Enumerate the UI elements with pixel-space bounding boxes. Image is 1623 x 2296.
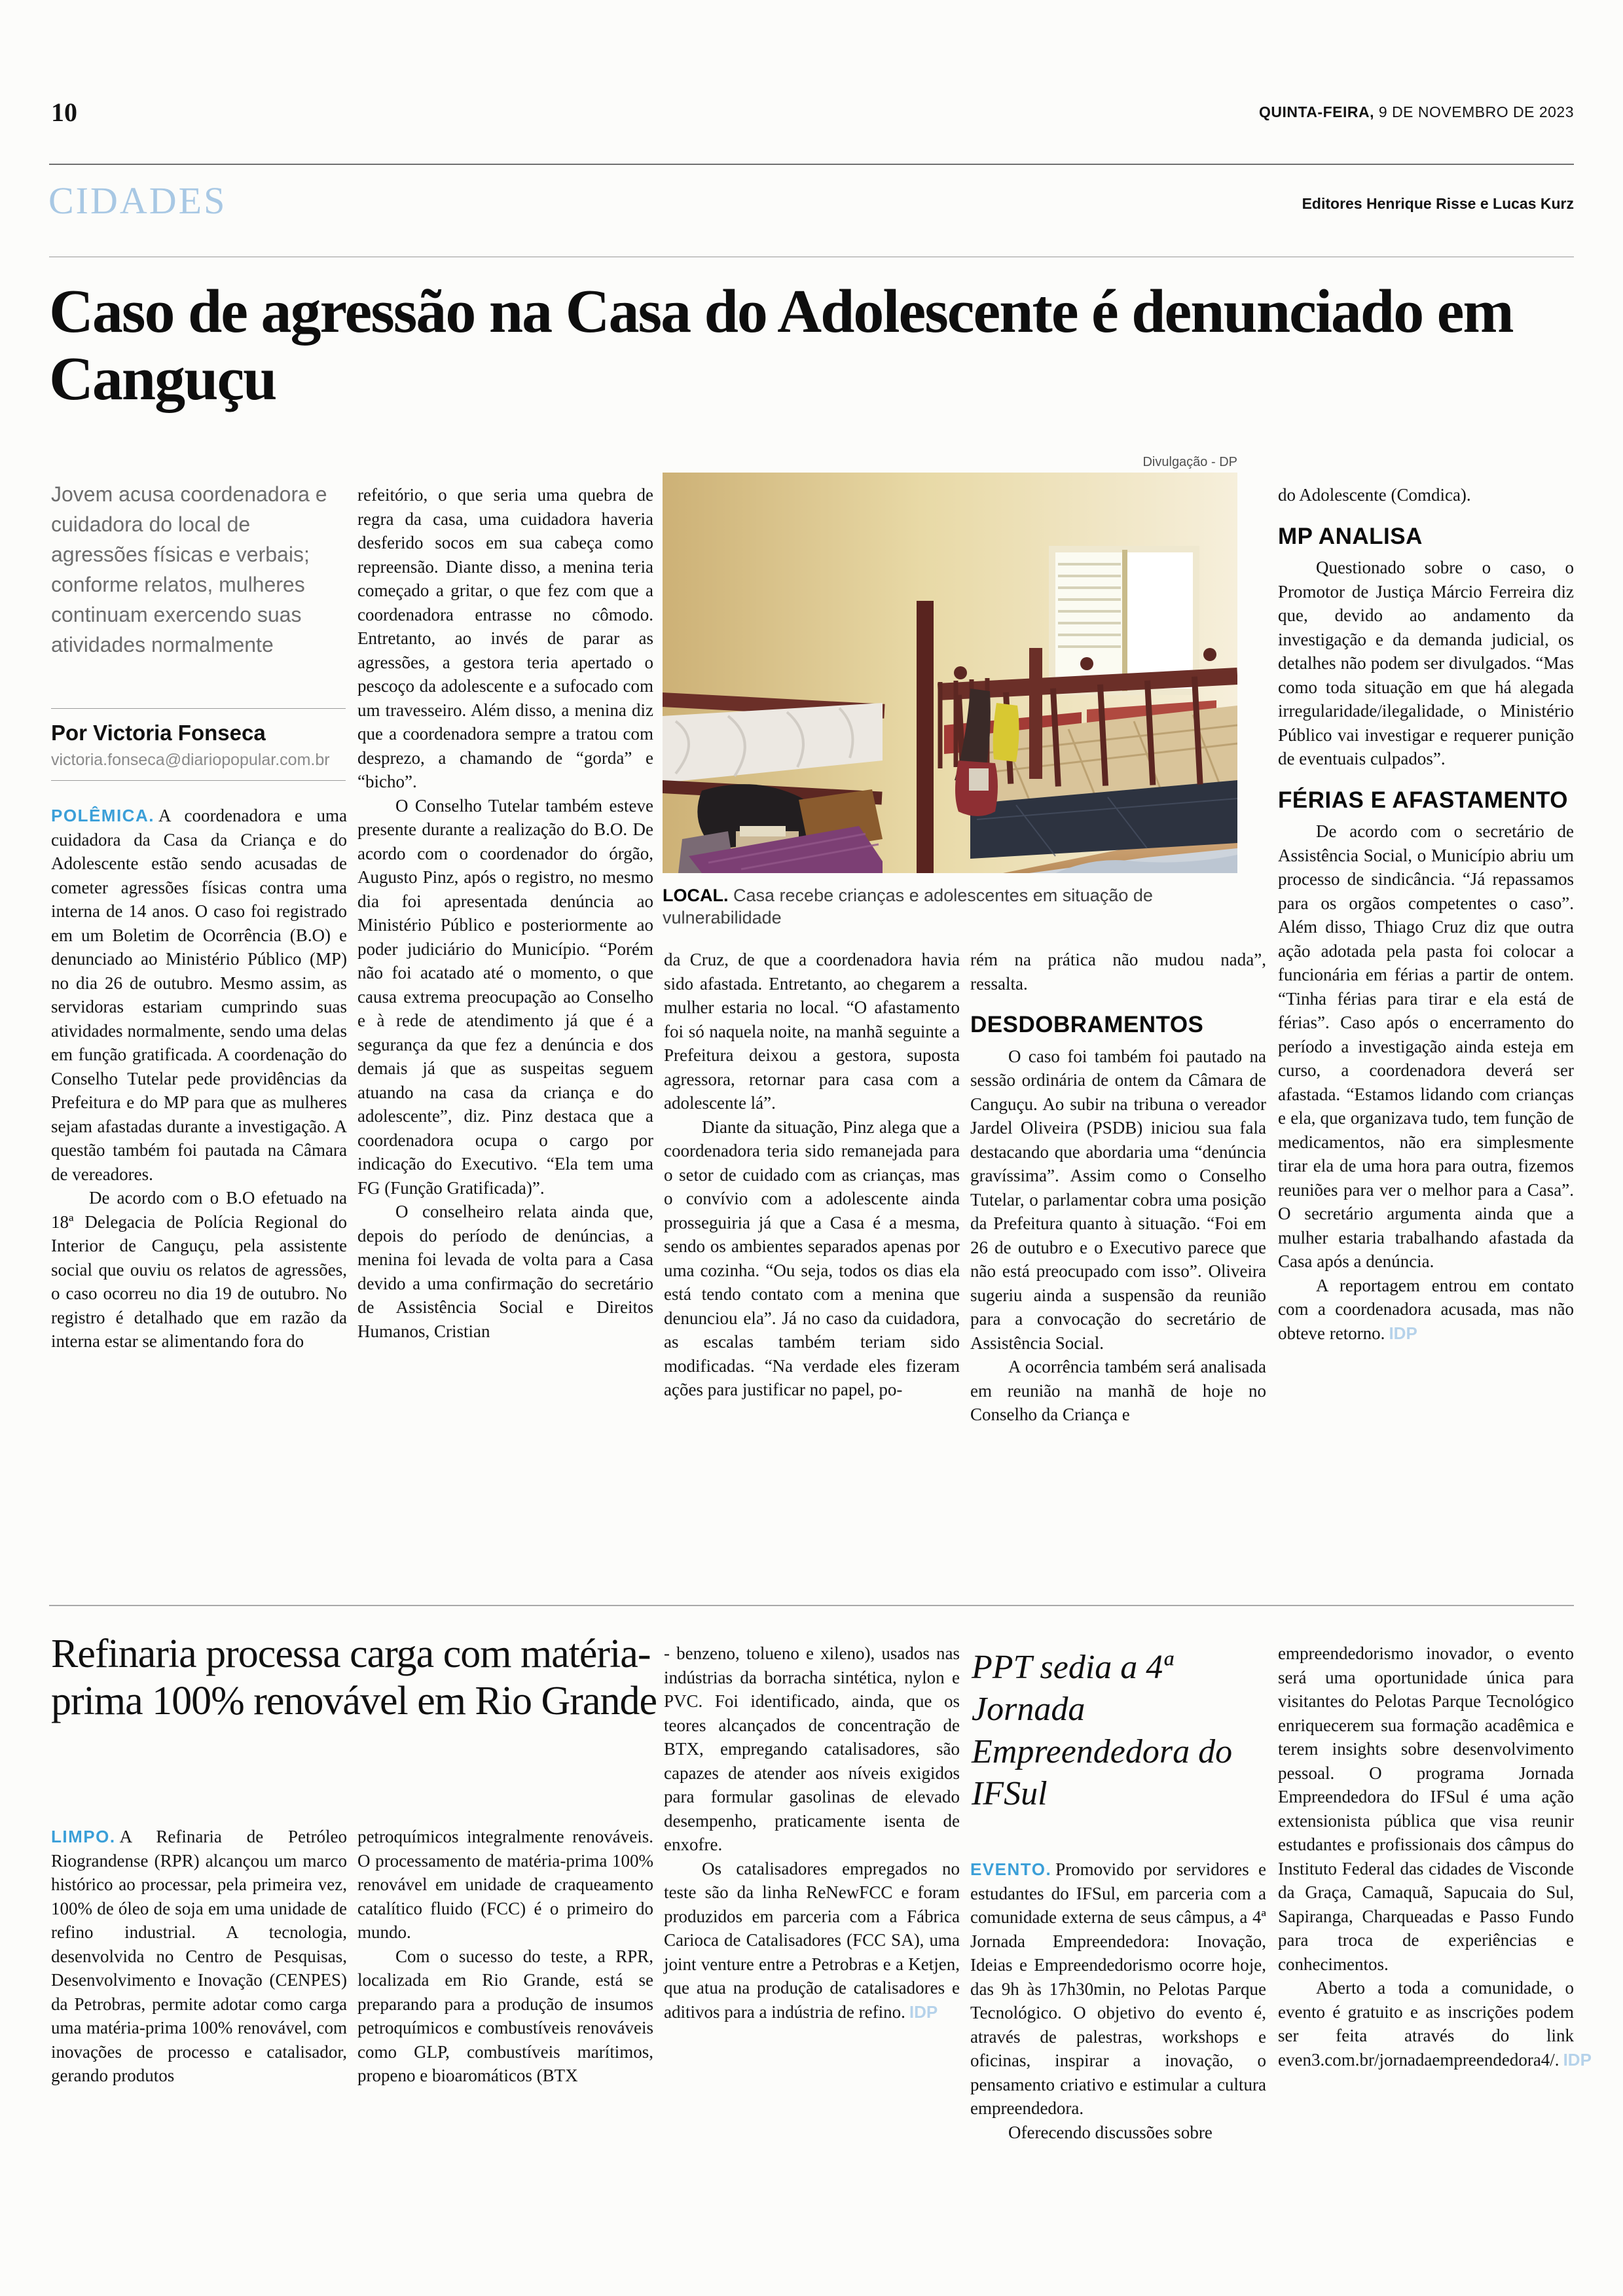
body-paragraph <box>51 804 347 1186</box>
subhead-ferias-afastamento: FÉRIAS E AFASTAMENTO <box>1278 787 1568 813</box>
body-paragraph <box>1278 1274 1574 1346</box>
byline-email: victoria.fonseca@diariopopular.com.br <box>51 751 330 769</box>
body-paragraph: Questionado sobre o caso, o Promotor de Justiça Márcio Ferreira diz que, devido ao andamento da investigação e da demanda judicial, os detalhes não podem ser divulgados. “Mas como toda situação em que há alegada irregularidade/ilegalidade, o Ministério Público vai investigar e requerer punição de eventuais culpados”. <box>1278 558 1574 768</box>
a1-kicker: POLÊMICA. <box>51 806 155 825</box>
photo-caption <box>663 885 1239 929</box>
byline-rule-top <box>51 708 346 709</box>
body-paragraph: Oferecendo discussões sobre <box>1008 2122 1213 2142</box>
paragraph-text: A reportagem entrou em contato com a coordenadora acusada, mas não obteve retorno. <box>1278 1275 1574 1343</box>
paragraph-text: Promovido por servidores e estudantes do IFSul, em parceria com a comunidade externa de seus câmpus, a 4ª Jornada Empreendedora: Inovação, Ideias e Empreendedorismo ocorre hoje, das 9h às 17h30min, no Pelotas Parque Tecnológico. O objetivo do evento é, através de palestras, workshops e oficinas, inspirar a inovação, o pensamento criativo e estimular a cultura empreendedora. <box>970 1859 1266 2118</box>
photo <box>663 473 1237 873</box>
byline-rule-bottom <box>51 780 346 781</box>
body-paragraph: O caso foi também foi pautado na sessão ordinária de ontem da Câmara de Canguçu. Ao subir na tribuna o vereador Jardel Oliveira (PSDB) iniciou sua fala destacando que abordaria uma “denúncia gravíssima”. Assim como o Conselho Tutelar, o parlamentar cobra uma posição da Prefeitura quanto à situação. “Foi em 26 de outubro e o Executivo parece que não está preocupado com isso”. Oliveira sugeriu ainda a suspensão da reunião para a convocação do secretário de Assistência Social. <box>970 1046 1266 1353</box>
section-title: CIDADES <box>48 179 227 222</box>
body-paragraph: do Adolescente (Comdica). <box>1278 485 1471 505</box>
photo-illustration <box>663 473 1237 873</box>
end-mark: IDP <box>1563 2049 1592 2070</box>
body-paragraph: rém na prática não mudou nada”, ressalta. <box>970 950 1266 994</box>
body-paragraph <box>51 1825 347 2088</box>
body-paragraph <box>664 1857 960 2024</box>
photo-caption-label: LOCAL. <box>663 886 729 905</box>
a2-column-3 <box>664 1641 960 2024</box>
a3-kicker: EVENTO. <box>970 1859 1052 1879</box>
a1-column-3 <box>664 948 960 1402</box>
paragraph-text: Os catalisadores empregados no teste são da linha ReNewFCC e foram produzidos em parceria com a Fábrica Carioca de Catalisadores (FCC SA), uma joint venture entre a Petrobras e a Ketjen, que atua na produção de catalisadores e aditivos para a indústria de refino. <box>664 1858 960 2022</box>
a3-headline: PPT sedia a 4ª Jornada Empreendedora do IFSul <box>972 1649 1233 1813</box>
a3-column-1 <box>970 1857 1266 2144</box>
a2-column-1 <box>51 1825 347 2088</box>
body-paragraph: A ocorrência também será analisada em reunião na manhã de hoje no Conselho da Criança e <box>970 1357 1266 1424</box>
body-paragraph: da Cruz, de que a coordenadora havia sido afastada. Entretanto, ao chegarem a mulher estaria no local. “O afastamento foi só naquela noite, na manhã seguinte a Prefeitura deixou a gestora, suposta agressora, retornar para casa com a adolescente lá”. <box>664 950 960 1113</box>
body-paragraph: De acordo com o secretário de Assistência Social, o Município abriu um processo de sindicância. “Já repassamos para os orgãos competentes o caso”. Além disso, Thiago Cruz diz que outra ação adotada pela pasta foi colocar a funcionária em férias a partir de ontem. “Tinha férias para tirar e ela está de férias”. Caso após o encerramento do período a investigação ainda esteja em curso, a coordenadora deverá ser afastada. “Estamos lidando com crianças e ela, que organizava tudo, tem função de medicamentos, não era simplesmente tirar ela de uma hora para outra, fizemos reuniões para ver o melhor para a Casa”. O secretário argumenta ainda que a mulher estaria trabalhando afastada da Casa após a denúncia. <box>1278 821 1574 1271</box>
a1-headline: Caso de agressão na Casa do Adolescente é denunciado em Canguçu <box>49 278 1513 414</box>
body-paragraph: empreendedorismo inovador, o evento será uma oportunidade única para visitantes do Pelotas Parque Tecnológico enriquecerem sua formação acadêmica e terem insights sobre desenvolvimento pessoal. O programa Jornada Empreendedora do IFSul é uma ação extensionista pública que visa reunir estudantes e profissionais dos câmpus do Instituto Federal das cidades de Visconde da Graça, Camaquã, Sapucaia do Sul, Sapiranga, Charqueadas e Passo Fundo para troca de experiências e conhecimentos. <box>1278 1643 1574 1974</box>
a1-column-5 <box>1278 483 1574 1345</box>
photo-caption-text: Casa recebe crianças e adolescentes em situação de vulnerabilidade <box>663 886 1153 927</box>
body-paragraph: petroquímicos integralmente renováveis. O processamento de matéria-prima 100% renovável em unidade de craqueamento catalítico fluido (FCC) é o primeiro do mundo. <box>357 1827 653 1942</box>
a2-kicker: LIMPO. <box>51 1827 116 1846</box>
a1-column-4 <box>970 948 1266 1427</box>
end-mark: IDP <box>1389 1323 1417 1343</box>
body-paragraph: O conselheiro relata ainda que, depois do período de denúncias, a menina foi levada de volta para a Casa devido a uma confirmação do secretário de Assistência Social e Direitos Humanos, Cristian <box>357 1202 653 1341</box>
paragraph-text: A coordenadora e uma cuidadora da Casa da Criança e do Adolescente estão sendo acusadas de cometer agressões físicas contra uma interna de 14 anos. O caso foi registrado em um Boletim de Ocorrência (B.O) e denunciado ao Ministério Público (MP) no dia 26 de outubro. Mesmo assim, as servidoras estariam cumprindo suas atividades normalmente, sendo uma delas em função gratificada. A coordenação do Conselho Tutelar pede providências da Prefeitura e do MP para que as mulheres sejam afastadas durante a investigação. A questão também foi pautada na Câmara de vereadores. <box>51 806 347 1184</box>
body-paragraph: Diante da situação, Pinz alega que a coordenadora teria sido remanejada para o setor de cuidado com as crianças, mas o convívio com a adolescente ainda prosseguiria já que a Casa é a mesma, sendo os ambientes separados apenas por uma cozinha. “Ou seja, todos os dias ela está tendo contato com a menina que denunciou ela”. Já no caso da cuidadora, as escalas também teriam sido modificadas. “Na verdade eles fizeram ações para justificar no papel, po- <box>664 1117 960 1399</box>
paragraph-text: Aberto a toda a comunidade, o evento é gratuito e as inscrições podem ser feita através do link even3.com.br/jornadaempreendedora4/. <box>1278 1978 1574 2070</box>
story-separator-rule <box>49 1605 1574 1606</box>
body-paragraph: O Conselho Tutelar também esteve presente durante a realização do B.O. De acordo com o coordenador do órgão, Augusto Pinz, após o registro, no mesmo dia foi apresentada denúncia ao Ministério Público e posteriormente ao poder judiciário do Município. “Porém não foi acatado até o momento, o que causa extrema preocupação ao Conselho e à rede de atendimento já que é a segurança da que fez a denúncia e dos demais já que as suspeitas seguem atuando na casa da criança e do adolescente”, diz. Pinz destaca que a coordenadora ocupa o cargo por indicação do Executivo. “Ela tem uma FG (Função Gratificada)”. <box>357 795 653 1198</box>
body-paragraph: Com o sucesso do teste, a RPR, localizada em Rio Grande, está se preparando para a produção de insumos petroquímicos e combustíveis renováveis como GLP, combustíveis marítimos, propeno e bioaromáticos (BTX <box>357 1946 653 2085</box>
a1-column-1 <box>51 804 347 1354</box>
body-paragraph: De acordo com o B.O efetuado na 18ª Delegacia de Polícia Regional do Interior de Canguçu, pela assistente social que ouviu os relatos de agressões, o caso ocorreu no dia 19 de outubro. No registro é detalhado que em razão da interna estar se alimentando fora do <box>51 1188 347 1351</box>
editors-line: Editores Henrique Risse e Lucas Kurz <box>1302 195 1574 212</box>
a3-column-2 <box>1278 1641 1592 2072</box>
body-paragraph: refeitório, o que seria uma quebra de regra da casa, uma cuidadora haveria desferido socos em sua cabeça como repreensão. Diante disso, a menina teria começado a gritar, o que fez com que a coordenadora entrasse no cômodo. Entretanto, ao invés de parar as agressões, a gestora teria apertado o pescoço da adolescente e a sufocado com um travesseiro. Além disso, a menina diz que a coordenadora sempre a tratou com desprezo, a chamando de “gorda” e “bicho”. <box>357 485 653 791</box>
body-paragraph <box>1278 1976 1592 2072</box>
a2-headline: Refinaria processa carga com matéria-prima 100% renovável em Rio Grande <box>51 1632 657 1723</box>
paragraph-text: A Refinaria de Petróleo Riograndense (RPR) alcançou um marco histórico ao processar, pela primeira vez, 100% de óleo de soja em uma unidade de refino industrial. A tecnologia, desenvolvida no Centro de Pesquisas, Desenvolvimento e Inovação (CENPES) da Petrobras, permite adotar como carga uma matéria-prima 100% renovável, com inovações de processo e catalisador, gerando produtos <box>51 1827 347 2085</box>
subhead-desdobramentos: DESDOBRAMENTOS <box>970 1012 1204 1037</box>
body-paragraph: - benzeno, tolueno e xileno), usados nas indústrias da borracha sintética, nylon e PVC. Foi identificado, ainda, que os teores alcançados de concentração de BTX, empregando catalisadores, são capazes de atender aos níveis exigidos para formular gasolinas de elevado desempenho, praticamente isenta de enxofre. <box>664 1643 960 1854</box>
dateline-date: 9 DE NOVEMBRO DE 2023 <box>1374 103 1574 120</box>
byline: Por Victoria Fonseca <box>51 721 266 745</box>
a1-deck: Jovem acusa coordenadora e cuidadora do local de agressões físicas e verbais; conforme relatos, mulheres continuam exercendo suas atividades normalmente <box>51 482 327 656</box>
end-mark: IDP <box>909 2001 938 2022</box>
header-rule <box>49 164 1574 165</box>
dateline <box>1050 105 1574 120</box>
page-number: 10 <box>51 98 77 127</box>
photo-credit: Divulgação - DP <box>1142 455 1237 469</box>
a2-column-2 <box>357 1825 653 2088</box>
body-paragraph <box>970 1857 1266 2121</box>
subhead-mp-analisa: MP ANALISA <box>1278 523 1423 549</box>
a1-column-2 <box>357 483 653 1343</box>
dateline-day: QUINTA-FEIRA, <box>1258 103 1374 120</box>
